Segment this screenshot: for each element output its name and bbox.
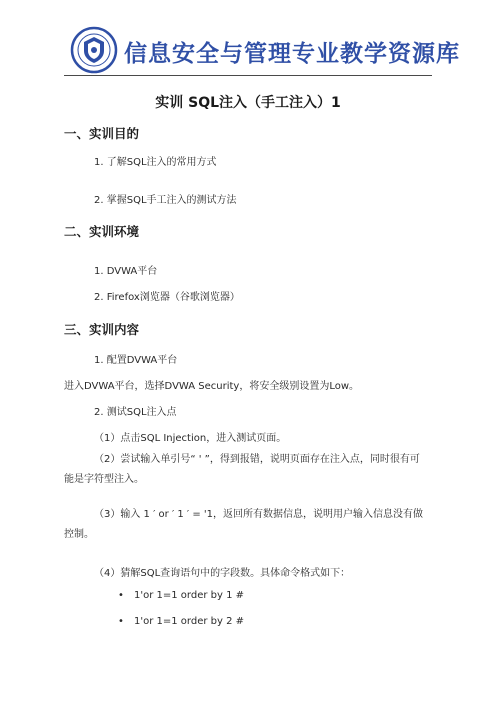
- paragraph: （3）输入 1 ′ or ′ 1 ′ = '1，返回所有数据信息，说明用户输入信息没有做控制。: [64, 509, 424, 540]
- document-title: 实训 SQL注入（手工注入）1: [155, 95, 341, 111]
- bullet-dot-icon: •: [118, 616, 124, 627]
- paragraph: 进入DVWA平台，选择DVWA Security，将安全级别设置为Low。: [64, 381, 360, 392]
- code-line: 1'or 1=1 order by 2 #: [134, 616, 245, 627]
- header-divider: [64, 75, 432, 76]
- list-item: 1. DVWA平台: [94, 266, 158, 277]
- paragraph: （1）点击SQL Injection，进入测试页面。: [94, 433, 287, 444]
- list-item: 1. 配置DVWA平台: [94, 355, 178, 366]
- list-item: 2. 掌握SQL手工注入的测试方法: [94, 195, 237, 206]
- school-seal-logo: [70, 26, 118, 74]
- code-line: 1'or 1=1 order by 1 #: [134, 590, 245, 601]
- section-heading: 一、实训目的: [64, 126, 140, 141]
- bullet-dot-icon: •: [118, 590, 124, 601]
- list-item: 2. Firefox浏览器（谷歌浏览器）: [94, 292, 240, 303]
- list-item: 2. 测试SQL注入点: [94, 407, 177, 418]
- section-heading: 二、实训环境: [64, 224, 140, 239]
- section-heading: 三、实训内容: [64, 322, 140, 337]
- header-banner: [70, 26, 460, 74]
- paragraph: （2）尝试输入单引号“ ' ”，得到报错，说明页面存在注入点，同时很有可能是字符型注入。: [64, 454, 420, 485]
- banner-title: 信息安全与管理专业教学资源库: [124, 41, 460, 67]
- paragraph: （4）猜解SQL查询语句中的字段数。具体命令格式如下：: [94, 568, 351, 579]
- list-item: 1. 了解SQL注入的常用方式: [94, 157, 217, 168]
